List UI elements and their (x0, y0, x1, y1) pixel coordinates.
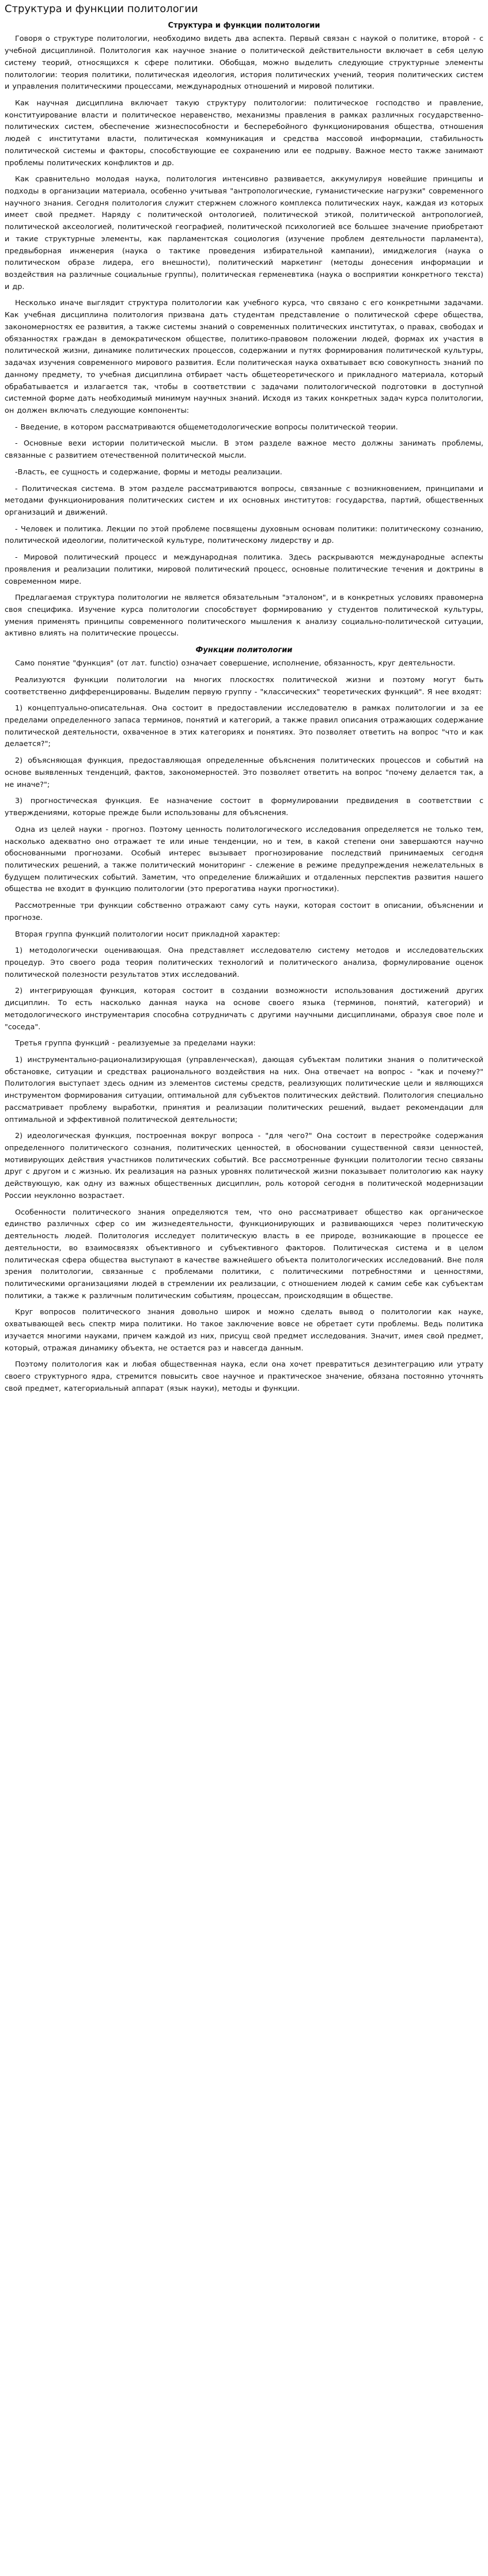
paragraph: Как научная дисциплина включает такую структуру политологии: политическое господство и правление, конституирование власти и политическое неравенство, механизмы правления в рамках различных государственно-политических систем, обеспечение жизнеспособности и бесперебойного функционирования общества, отношения людей с институтами власти, политическая коммуникация и средства массовой информации, стабильность политической системы и факторы, способствующие ее сохранению или ее подрыву. Важное место также занимают проблемы политических конфликтов и др. (5, 98, 483, 168)
paragraph: Третья группа функций - реализуемые за пределами науки: (15, 1039, 256, 1048)
component-item: - Введение, в котором рассматриваются общеметодологические вопросы политической теории. (15, 423, 398, 432)
paragraph: 2) идеологическая функция, построенная вокруг вопроса - "для чего?" Она состоит в перестройке содержания определенного политического сознания, политических ценностей, в обосновании существенной связи ценностей, мотивирующих действия участников политических событий. Все рассмотренные функции политологии тесно связаны друг с другом и с жизнью. Их реализация на разных уровнях политической жизни показывает политологию как науку действующую, как одну из важных общественных дисциплин, роль которой сегодня в политической модернизации России неуклонно возрастает. (5, 1132, 483, 1200)
paragraph: Круг вопросов политического знания довольно широк и можно сделать вывод о политологии как науке, охватывающей весь спектр мира политики. Но такое заключение вовсе не обретает сути проблемы. Ведь политика изучается многими науками, причем каждой из них, присущ свой предмет исследования. Значит, имея свой предмет, который, отражая динамику объекта, не остается раз и навсегда данным. (5, 1308, 483, 1353)
paragraph: 3) прогностическая функция. Ее назначение состоит в формулировании предвидения в соответствии с утверждениями, которые прежде были использованы для объяснения. (5, 797, 483, 818)
paragraph: 2) объясняющая функция, предоставляющая определенные объяснения политических процессов и событий на основе выявленных тенденций, фактов, закономерностей. Это позволяет ответить на вопрос "почему делается так, а не иначе?"; (5, 756, 483, 789)
paragraph: Особенности политического знания определяются тем, что оно рассматривает общество как органическое единство различных сфер со им жизнедеятельности, функционирующих и развивающихся через политическую деятельность людей. Политология исследует политическую власть в ее природе, возникающие в процессе ее деятельности, во взаимосвязях объективного и субъективного факторов. Политическая система и в целом политическая сфера общества выступают в качестве важнейшего объекта политологических исследований. Вне поля зрения политологии, связанные с проблемами политики, с политическими потребностями и ценностями, политическими организациями людей в стремлении их реализации, с отношением людей к самим себе как субъектам политики, а также к различным политическим событиям, процессам, происходящим в обществе. (5, 1208, 483, 1300)
paragraph: 1) методологически оценивающая. Она представляет исследователю систему методов и исследовательских процедур. Это своего рода теория политических технологий и политического анализа, формулирование оценок политической полезности результатов этих исследований. (5, 946, 483, 979)
component-item: - Основные вехи истории политической мысли. В этом разделе важное место должны занимать проблемы, связанные с развитием отечественной политической мысли. (5, 439, 483, 461)
paragraph: 2) интегрирующая функция, которая состоит в создании возможности использования достижений других дисциплин. То есть насколько данная наука на основе своего языка (терминов, понятий, категорий) и методологического инструментария способна сотрудничать с другими научными дисциплинами, образуя свое поле и "соседа". (5, 987, 483, 1032)
section-heading-functions: Функции политологии (195, 646, 293, 655)
component-item: - Политическая система. В этом разделе рассматриваются вопросы, связанные с возникновением, принципами и методами функционирования политических систем и их основных институтов: государства, партий, общественных организаций и движений. (5, 484, 483, 517)
component-item: - Человек и политика. Лекции по этой проблеме посвящены духовным основам политики: политическому сознанию, политической идеологии, политической культуре, политическому лидерству и др. (5, 524, 483, 546)
paragraph: 1) концептуально-описательная. Она состоит в предоставлении исследователю в рамках политологии и за ее пределами определенного запаса терминов, понятий и категорий, а также правил описания отражающих содержание политической деятельности, охваченное в этих категориях и понятиях. Это позволяет ответить на вопрос "что и как делается?"; (5, 704, 483, 749)
paragraph: Предлагаемая структура политологии не является обязательным "эталоном", и в конкретных условиях правомерна своя специфика. Изучение курса политологии способствует формированию у студентов политической культуры, умения применять принципы современного политического мышления к анализу социально-политической ситуации, активно влиять на политические процессы. (5, 593, 483, 638)
paragraph: Само понятие "функция" (от лат. functio) означает совершение, исполнение, обязанность, круг деятельности. (15, 659, 456, 668)
page (0, 2, 488, 1413)
component-item: -Власть, ее сущность и содержание, формы и методы реализации. (15, 467, 282, 477)
paragraph: 1) инструментально-рационализирующая (управленческая), дающая субъектам политики знания о политической обстановке, ситуации и средствах рационального воздействия на них. Она отвечает на вопрос - "как и почему?" Политология выступает здесь одним из элементов системы средств, реализующих политические цели и являющихся инструментом формирования ситуации, оптимальной для субъектов политических действий. Политология специально рассматривает проблему выработки, принятия и реализации политических решений, выдает рекомендации для оптимальной и эффективной политической деятельности; (5, 1056, 483, 1124)
paragraph: Говоря о структуре политологии, необходимо видеть два аспекта. Первый связан с наукой о политике, второй - с учебной дисциплиной. Политология как научное знание о политической действительности включает в себя целую систему теорий, относящихся к сфере политики. Обобщая, можно выделить следующие структурные элементы политологии: теория политики, политическая идеология, история политических учений, теория политических систем и управления политическими процессами, международных отношений и мировой политики. (5, 35, 483, 92)
page-title: Структура и функции политологии (5, 3, 198, 15)
paragraph: Несколько иначе выглядит структура политологии как учебного курса, что связано с его конкретными задачами. Как учебная дисциплина политология призвана дать студентам представление о политической сфере общества, закономерностях ее развития, а также системы знаний о современных политических институтах, о правах, свободах и обязанностях граждан в демократическом обществе, политико-правовом положении людей, формах их участия в политической жизни, динамике политических процессов, содержании и путях формирования политической культуры, задачах изучения современного мирового развития. Если политическая наука охватывает всю совокупность знаний по данному предмету, то учебная дисциплина отбирает часть общетеоретического и прикладного материала, который обрабатывается и излагается так, чтобы в соответствии с задачами политологической подготовки в доступной системной форме дать необходимый минимум научных знаний. Исходя из таких конкретных задач курса политологии, он должен включать следующие компоненты: (5, 299, 483, 415)
paragraph: Рассмотренные три функции собственно отражают саму суть науки, которая состоит в описании, объяснении и прогнозе. (5, 901, 483, 922)
section-heading-structure: Структура и функции политологии (168, 21, 320, 31)
paragraph: Поэтому политология как и любая общественная наука, если она хочет превратиться дезинтеграцию или утрату своего структурного ядра, стремится повысить свое научное и практическое значение, обязана постоянно уточнять свой предмет, категориальный аппарат (язык науки), методы и функции. (5, 1360, 483, 1393)
paragraph: Одна из целей науки - прогноз. Поэтому ценность политологического исследования определяется не только тем, насколько адекватно оно отражает те или иные тенденции, но и тем, в какой степени они завершаются научно обоснованными прогнозами. Особый интерес вызывает прогнозирование последствий принимаемых сегодня политических решений, а также политический мониторинг - слежение в режиме предупреждения нежелательных в будущем политических событий. Заметим, что определение ближайших и отдаленных перспектив развития нашего общества не входит в функцию политологии (это прерогатива науки прогностики). (5, 825, 483, 894)
component-item: - Мировой политический процесс и международная политика. Здесь раскрываются международные аспекты проявления и реализации политики, мировой политический процесс, основные политические течения и доктрины в современном мире. (5, 553, 483, 586)
paragraph: Как сравнительно молодая наука, политология интенсивно развивается, аккумулируя новейшие принципы и подходы в организации материала, особенно учитывая "антропологические, гуманистические нагрузки" современного научного знания. Сегодня политология служит стержнем сложного комплекса политических наук, каждая из которых имеет свой предмет. Наряду с политической онтологией, политической этикой, политической антропологией, политической аксеологией, политической географией, политической психологией все большее значение приобретают и такие структурные элементы, как парламентская социология (изучение проблем деятельности парламента), предвыборная инженерия (наука о тактике проведения избирательной кампании), имиджелогия (наука о политическом образе лидера, его внешности), политический маркетинг (методы донесения информации и воздействия на различные социальные группы), политическая герменевтика (наука о восприятии конкретного текста) и др. (5, 175, 483, 291)
paragraph: Вторая группа функций политологии носит прикладной характер: (15, 930, 281, 939)
paragraph: Реализуются функции политологии на многих плоскостях политической жизни и поэтому могут быть соответственно дифференцированы. Выделим первую группу - "классических" теоретических функций". Я нее входят: (5, 675, 483, 697)
